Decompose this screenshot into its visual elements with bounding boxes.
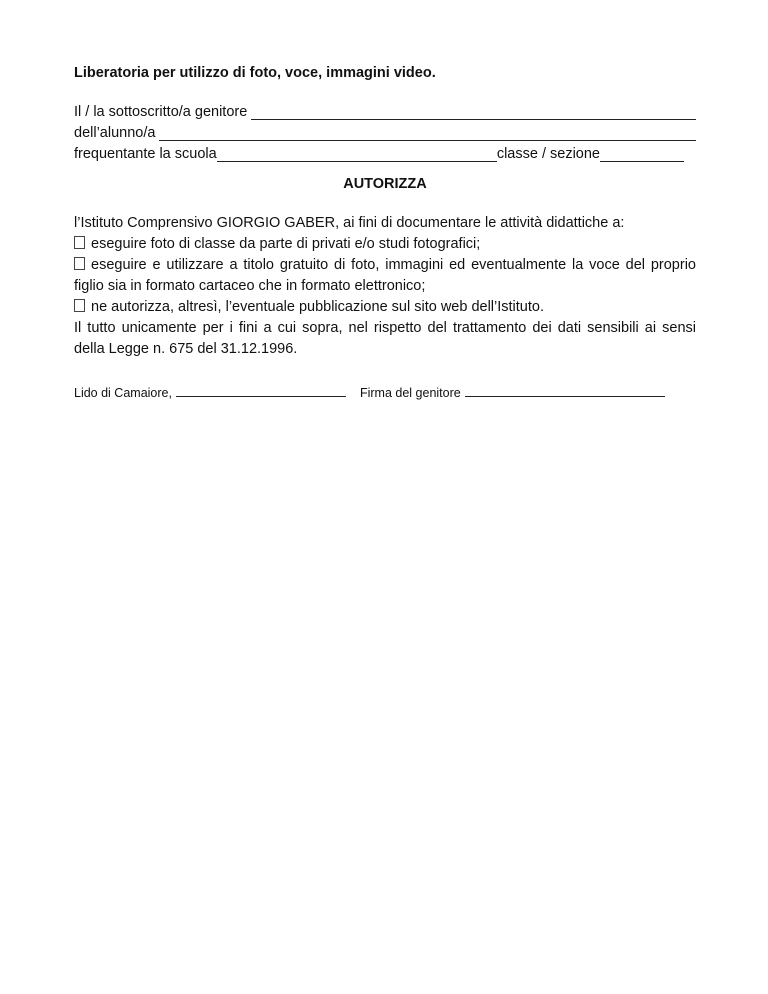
genitore-blank[interactable] [251, 105, 696, 120]
list-item [74, 297, 696, 318]
authorization-body [74, 213, 696, 360]
list-item [74, 255, 696, 297]
scuola-blank[interactable] [217, 147, 497, 162]
genitore-label: Il / la sottoscritto/a genitore [74, 104, 248, 120]
checkbox-icon[interactable] [74, 299, 85, 312]
classe-label: classe / sezione [496, 146, 600, 162]
intro-text: l’Istituto Comprensivo GIORGIO GABER, ai fini di documentare le attività didattiche a: [74, 215, 625, 231]
item-text: ne autorizza, altresì, l’eventuale pubblicazione sul sito web dell’Istituto. [91, 299, 544, 315]
list-item [74, 234, 696, 255]
classe-blank[interactable] [600, 147, 684, 162]
firma-label: Firma del genitore [359, 386, 461, 400]
checkbox-icon[interactable] [74, 236, 85, 249]
scuola-label: frequentante la scuola [74, 146, 217, 162]
checkbox-icon[interactable] [74, 257, 85, 270]
place-label: Lido di Camaiore, [74, 386, 172, 400]
authorization-heading: AUTORIZZA [343, 176, 427, 192]
item-text: eseguire foto di classe da parte di privati e/o studi fotografici; [91, 236, 481, 252]
signature-line [74, 382, 696, 400]
item-text: eseguire e utilizzare a titolo gratuito di foto, immagini ed eventualmente la voce del proprio figlio sia in formato cartaceo che in formato elettronico; [74, 257, 696, 294]
student-info-fields [74, 102, 696, 165]
alunno-line [74, 123, 696, 144]
alunno-label: dell’alunno/a [74, 125, 156, 141]
scuola-line [74, 144, 684, 165]
genitore-line [74, 102, 696, 123]
firma-blank[interactable] [465, 382, 665, 397]
closing-text: Il tutto unicamente per i fini a cui sopra, nel rispetto del trattamento dei dati sensibili ai sensi della Legge n. 675 del 31.12.1996. [74, 320, 696, 357]
document-title: Liberatoria per utilizzo di foto, voce, immagini video. [74, 65, 436, 81]
alunno-blank[interactable] [159, 126, 696, 141]
date-blank[interactable] [176, 382, 346, 397]
